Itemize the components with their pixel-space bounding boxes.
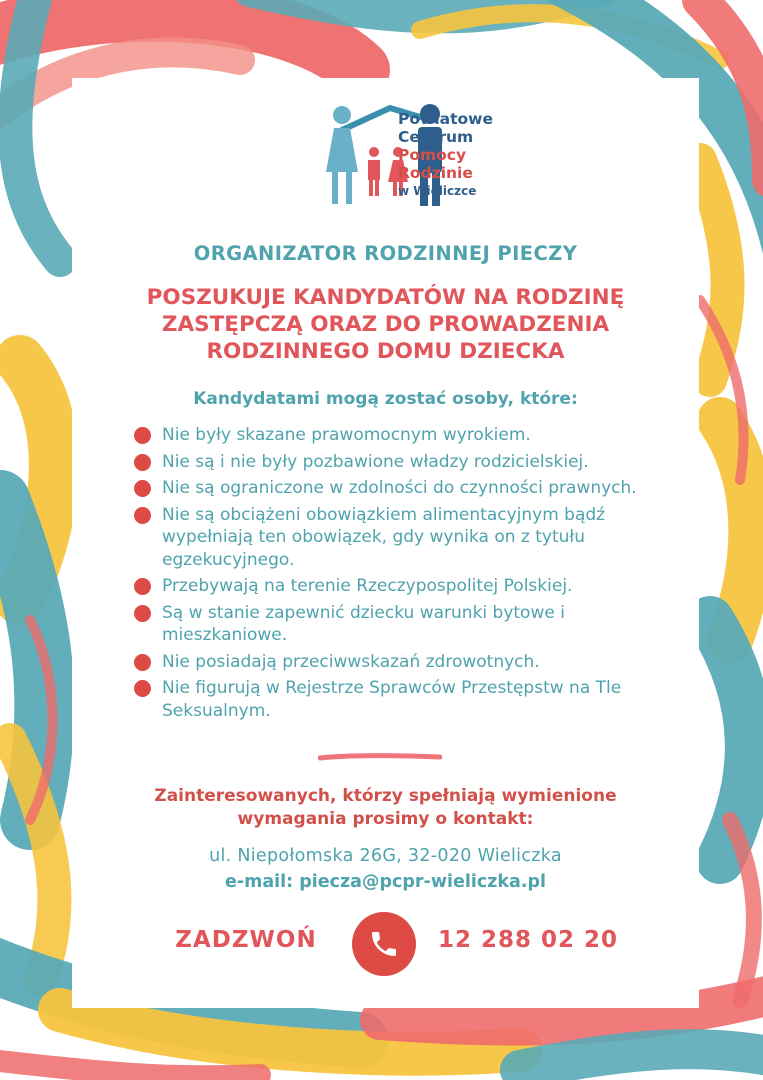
logo-line: Powiatowe (398, 110, 493, 128)
list-item (134, 504, 674, 572)
contact-prompt (72, 785, 699, 831)
bullet-icon (134, 480, 151, 497)
list-item-text: Nie posiadają przeciwwskazań zdrowotnych. (162, 651, 540, 672)
bullet-icon (134, 427, 151, 444)
list-item (134, 424, 674, 447)
list-item (134, 477, 674, 500)
list-item-text: Nie są ograniczone w zdolności do czynności prawnych. (162, 478, 637, 498)
list-item (134, 575, 674, 598)
phone-number[interactable]: 12 288 02 20 (438, 927, 619, 953)
logo-line: Pomocy (398, 146, 467, 164)
requirements-list (134, 424, 674, 726)
logo-line: Rodzinie (398, 164, 473, 182)
page-title (72, 284, 699, 365)
list-item-text: Nie figurują w Rejestrze Sprawców Przestępstw na Tle Seksualnym. (162, 678, 622, 721)
logo-line: w Wieliczce (398, 184, 477, 198)
list-item-text: Nie były skazane prawomocnym wyrokiem. (162, 425, 531, 445)
list-item-text: Nie są i nie były pozbawione władzy rodzicielskiej. (162, 451, 589, 472)
title-line: ZASTĘPCZĄ ORAZ DO PROWADZENIA (161, 312, 610, 337)
title-line: RODZINNEGO DOMU DZIECKA (206, 339, 565, 364)
list-item (134, 602, 674, 647)
contact-prompt-line: wymagania prosimy o kontakt: (237, 809, 534, 829)
organizer-heading: ORGANIZATOR RODZINNEJ PIECZY (193, 242, 578, 265)
logo-text (398, 110, 493, 200)
bullet-icon (134, 605, 151, 622)
list-item-text: Przebywają na terenie Rzeczypospolitej Polskiej. (162, 576, 573, 596)
email-link[interactable]: e-mail: piecza@pcpr-wieliczka.pl (224, 872, 547, 892)
list-item-text: Nie są obciążeni obowiązkiem alimentacyjnym bądź wypełniają ten obowiązek, gdy wynika on z tytułu egzekucyjnego. (162, 504, 606, 570)
requirements-intro: Kandydatami mogą zostać osoby, które: (193, 389, 578, 409)
bullet-icon (134, 680, 151, 697)
call-button[interactable] (352, 912, 416, 976)
list-item-text: Są w stanie zapewnić dziecku warunki bytowe i mieszkaniowe. (162, 602, 565, 645)
phone-icon (368, 928, 400, 960)
address: ul. Niepołomska 26G, 32-020 Wieliczka (209, 846, 562, 866)
list-item (134, 677, 674, 722)
title-line: POSZUKUJE KANDYDATÓW NA RODZINĘ (146, 285, 625, 310)
list-item (134, 651, 674, 674)
logo-line: Centrum (398, 128, 474, 146)
brush-divider (318, 752, 442, 762)
list-item (134, 451, 674, 474)
bullet-icon (134, 507, 151, 524)
contact-prompt-line: Zainteresowanych, którzy spełniają wymienione (154, 786, 617, 806)
call-label: ZADZWOŃ (175, 927, 317, 953)
bullet-icon (134, 654, 151, 671)
bullet-icon (134, 578, 151, 595)
bullet-icon (134, 454, 151, 471)
